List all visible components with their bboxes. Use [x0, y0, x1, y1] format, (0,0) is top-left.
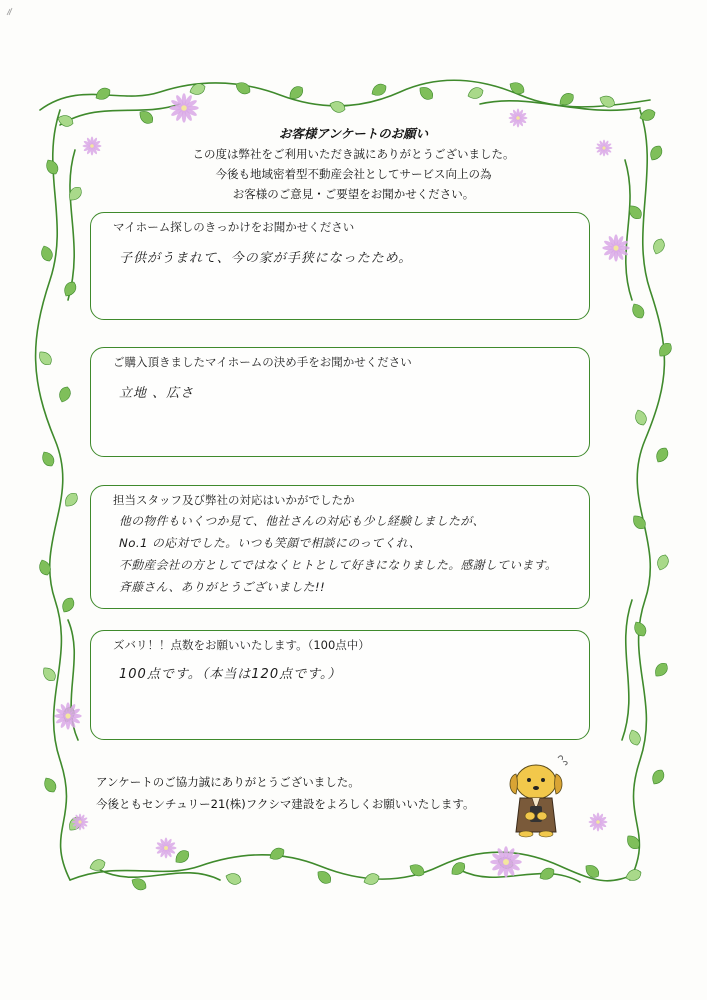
answer-line: 立地 、広さ [119, 386, 195, 401]
handwritten-answer [119, 665, 342, 685]
leaf-decoration [449, 860, 468, 878]
flower-decoration [54, 702, 81, 729]
leaf-decoration [62, 490, 80, 509]
leaf-decoration [39, 244, 54, 263]
leaf-decoration [59, 596, 76, 615]
leaf-decoration [36, 349, 54, 368]
intro-line-2: 今後も地域密着型不動産会社としてサービス向上の為 [215, 167, 492, 181]
footer-line-2: 今後ともセンチュリー21(株)フクシマ建設をよろしくお願いいたします。 [96, 797, 475, 811]
leaf-decoration [328, 99, 347, 114]
question-box-motivation [90, 212, 590, 320]
question-box-score [90, 630, 590, 740]
intro-line-3: お客様のご意見・ご要望をお聞かせください。 [232, 187, 475, 201]
leaf-decoration [624, 868, 643, 883]
leaf-decoration [39, 449, 56, 468]
survey-header [0, 124, 707, 204]
leaf-decoration [233, 79, 252, 96]
leaf-decoration [40, 665, 58, 684]
leaf-decoration [652, 660, 670, 679]
flower-decoration [490, 846, 522, 878]
leaf-decoration [649, 768, 666, 787]
answer-line: 他の物件もいくつか見て、他社さんの対応も少し経験しましたが、 [119, 514, 485, 528]
leaf-decoration [417, 84, 436, 102]
answer-line: 斉藤さん、ありがとうございました!! [119, 580, 326, 594]
leaf-decoration [287, 84, 306, 102]
question-label: マイホーム探しのきっかけをお聞かせください [113, 220, 355, 234]
flower-decoration [589, 813, 608, 832]
question-label: ズバリ！！点数をお願いいたします。（100点中） [113, 638, 370, 652]
leaf-decoration [61, 280, 78, 299]
question-box-deciding-factor [90, 347, 590, 457]
question-box-staff-response [90, 485, 590, 609]
leaf-decoration [656, 340, 674, 359]
survey-title: お客様アンケートのお願い [278, 126, 429, 141]
leaf-decoration [507, 79, 526, 96]
dog-mascot-icon [500, 752, 572, 842]
leaf-decoration [88, 858, 107, 873]
flower-decoration [169, 93, 198, 122]
intro-line-1: この度は弊社をご利用いただき誠にありがとうございました。 [192, 147, 515, 161]
leaf-decoration [57, 385, 72, 404]
leaf-decoration [267, 845, 286, 862]
leaf-decoration [651, 237, 666, 256]
leaf-decoration [224, 871, 243, 886]
handwritten-answer [119, 384, 194, 404]
leaf-decoration [638, 108, 657, 123]
leaf-decoration [598, 93, 617, 109]
answer-line: 100点です。（本当は120点です。） [119, 667, 342, 682]
leaf-decoration [41, 775, 58, 794]
answer-line: 子供がうまれて、今の家が手狭になったため。 [119, 251, 413, 266]
handwritten-answer [119, 249, 412, 269]
leaf-decoration [466, 86, 485, 101]
leaf-decoration [627, 728, 642, 747]
leaf-decoration [655, 553, 670, 572]
leaf-decoration [369, 81, 388, 98]
leaf-decoration [173, 848, 192, 866]
question-label: ご購入頂きましたマイホームの決め手をお聞かせください [113, 355, 412, 369]
question-label: 担当スタッフ及び弊社の対応はいかがでしたか [113, 493, 355, 507]
leaf-decoration [653, 446, 670, 465]
leaf-decoration [633, 408, 648, 427]
handwritten-answer [119, 510, 557, 598]
answer-line: 不動産会社の方としてではなくヒトとして好きになりました。感謝しています。 [119, 558, 558, 572]
flower-decoration [156, 838, 177, 859]
leaf-decoration [362, 872, 381, 887]
survey-footer [96, 771, 475, 815]
footer-line-1: アンケートのご協力誠にありがとうございました。 [96, 775, 360, 789]
answer-line: No.1 の応対でした。いつも笑顔で相談にのってくれ、 [119, 536, 421, 550]
leaf-decoration [629, 301, 646, 320]
